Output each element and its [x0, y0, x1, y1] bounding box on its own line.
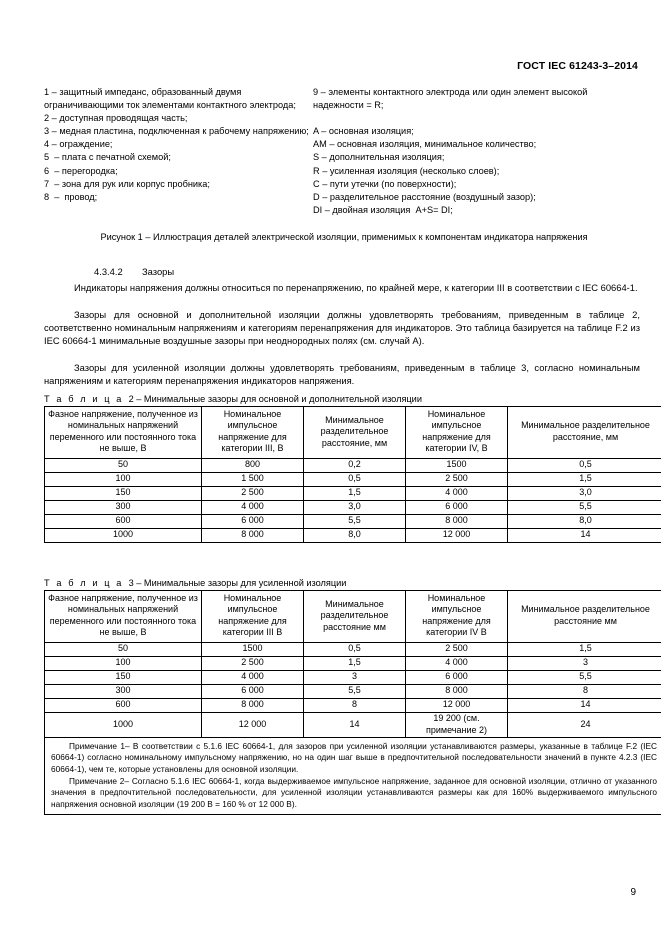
- table-cell: 1,5: [304, 486, 406, 500]
- table-2-col-header: Номинальное импульсное напряжение для категории IV, В: [406, 407, 508, 459]
- table-2-col-header: Номинальное импульсное напряжение для категории III, В: [202, 407, 304, 459]
- table-3-body: [45, 642, 661, 815]
- table-label: Т а б л и ц а: [44, 578, 124, 588]
- table-cell: 100: [45, 472, 202, 486]
- table-cell: 8: [304, 698, 406, 712]
- table-cell: 0,5: [304, 472, 406, 486]
- table-row: [45, 472, 661, 486]
- table-2-col-header: Минимальное разделительное расстояние, мм: [508, 407, 661, 459]
- table-3-col-header: Номинальное импульсное напряжение для категории III В: [202, 591, 304, 643]
- table-cell: 12 000: [406, 698, 508, 712]
- table-3-col-header: Фазное напряжение, полученное из номинальных напряжений переменного или постоянного тока не выше, В: [45, 591, 202, 643]
- table-cell: 600: [45, 698, 202, 712]
- table-cell: 1000: [45, 528, 202, 542]
- legend-item: R – усиленная изоляция (несколько слоев);: [313, 165, 500, 176]
- clause-paragraph-3: [44, 361, 640, 387]
- table-cell: 8,0: [508, 514, 661, 528]
- legend-item: 6 – перегородка;: [44, 165, 118, 176]
- table-note-1: Примечание 1– В соответствии с 5.1.6 IEC 60664-1, для зазоров при усиленной изоляции устанавливаются размеры, указанные в таблице F.2 (IEC 60664-1) согласно номинальному импульсному напряжению, но на один шаг выше в предпочтительной последовательности значений в пункте 4.2.3 (IEC 60664-1), чем те, которые установлены для основной изоляции.: [51, 740, 657, 774]
- table-cell: 4 000: [406, 656, 508, 670]
- legend-item: AM – основная изоляция, минимальное количество;: [313, 139, 537, 150]
- table-3-title: [44, 578, 346, 588]
- clause-paragraph-2: [44, 308, 640, 348]
- table-3-minimum-clearances-reinforced: [44, 590, 661, 815]
- table-cell: 8 000: [406, 684, 508, 698]
- table-cell: 2 500: [202, 486, 304, 500]
- table-notes-row: [45, 737, 661, 815]
- table-cell: 5,5: [304, 514, 406, 528]
- table-cell: 8 000: [406, 514, 508, 528]
- table-2-col-header: Минимальное разделительное расстояние, мм: [304, 407, 406, 459]
- table-row: [45, 642, 661, 656]
- table-cell: 19 200 (см. примечание 2): [406, 712, 508, 737]
- table-cell: 14: [508, 698, 661, 712]
- table-cell: 2 500: [202, 656, 304, 670]
- table-3-header-row: [45, 591, 661, 643]
- table-cell: 5,5: [508, 500, 661, 514]
- table-2-body: [45, 458, 661, 542]
- table-cell: 5,5: [304, 684, 406, 698]
- clause-number: 4.3.4.2: [94, 266, 123, 277]
- table-2-minimum-clearances-basic-supplementary: [44, 406, 661, 543]
- legend-item: S – дополнительная изоляция;: [313, 152, 445, 163]
- legend-item: DI – двойная изоляция A+S= DI;: [313, 204, 453, 215]
- table-cell: 6 000: [406, 500, 508, 514]
- figure-legend: [44, 86, 640, 217]
- legend-item: C – пути утечки (по поверхности);: [313, 178, 457, 189]
- table-caption: – Минимальные зазоры для усиленной изоляции: [133, 578, 347, 588]
- table-row: [45, 656, 661, 670]
- table-cell: 1500: [406, 458, 508, 472]
- table-cell: 14: [304, 712, 406, 737]
- table-cell: 2 500: [406, 642, 508, 656]
- table-row: [45, 458, 661, 472]
- table-number: 2: [128, 394, 134, 404]
- page-number: 9: [630, 887, 636, 898]
- table-cell: 5,5: [508, 670, 661, 684]
- figure-caption: Рисунок 1 – Иллюстрация деталей электрической изоляции, применимых к компонентам индикатора напряжения: [100, 232, 588, 242]
- legend-item: 4 – ограждение;: [44, 139, 113, 150]
- table-cell: 1,5: [508, 472, 661, 486]
- table-cell: 1500: [202, 642, 304, 656]
- table-row: [45, 684, 661, 698]
- table-cell: 6 000: [202, 514, 304, 528]
- table-cell: 50: [45, 642, 202, 656]
- table-cell: 0,5: [508, 458, 661, 472]
- legend-item: 3 – медная пластина, подключенная к рабочему напряжению;: [44, 126, 309, 137]
- clause-heading: [94, 266, 174, 277]
- table-cell: 4 000: [202, 500, 304, 514]
- table-row: [45, 528, 661, 542]
- table-cell: 3: [508, 656, 661, 670]
- document-standard-header: ГОСТ IEC 61243-3–2014: [517, 60, 638, 72]
- table-cell: 4 000: [406, 486, 508, 500]
- table-2-col-header: Фазное напряжение, полученное из номинальных напряжений переменного или постоянного тока не выше, В: [45, 407, 202, 459]
- table-label: Т а б л и ц а: [44, 394, 124, 404]
- table-row: [45, 514, 661, 528]
- table-row: [45, 670, 661, 684]
- table-cell: 150: [45, 670, 202, 684]
- table-cell: 3: [304, 670, 406, 684]
- table-cell: 6 000: [202, 684, 304, 698]
- table-cell: 8,0: [304, 528, 406, 542]
- table-cell: 12 000: [202, 712, 304, 737]
- table-3-notes: [45, 737, 661, 815]
- table-cell: 3,0: [508, 486, 661, 500]
- clause-paragraph-1: [44, 281, 640, 294]
- table-cell: 300: [45, 500, 202, 514]
- paragraph-text: Зазоры для усиленной изоляции должны удовлетворять требованиям, приведенным в таблице 3, согласно номинальным напряжениям и категориям перенапряжения индикаторов напряжения.: [44, 362, 640, 387]
- table-cell: 0,5: [304, 642, 406, 656]
- table-2-header-row: [45, 407, 661, 459]
- paragraph-text: Зазоры для основной и дополнительной изоляции должны удовлетворять требованиям, приведенным в таблице 2, соответственно номинальным напряжениям и категориям перенапряжения для индикаторов. Это таблица базируется на таблице F.2 из IEC 60664-1 минимальные воздушные зазоры при неоднородных полях (см. случай А).: [44, 309, 640, 347]
- table-row: [45, 486, 661, 500]
- legend-item: A – основная изоляция;: [313, 126, 414, 137]
- table-cell: 12 000: [406, 528, 508, 542]
- table-cell: 150: [45, 486, 202, 500]
- table-caption: – Минимальные зазоры для основной и дополнительной изоляции: [133, 394, 422, 404]
- table-cell: 100: [45, 656, 202, 670]
- legend-item: 7 – зона для рук или корпус пробника;: [44, 178, 210, 189]
- legend-item: 1 – защитный импеданс, образованный двумя ограничивающими ток элементами контактного электрода;: [44, 87, 296, 111]
- table-3-col-header: Минимальное разделительное расстояние мм: [508, 591, 661, 643]
- legend-item: D – разделительное расстояние (воздушный зазор);: [313, 191, 536, 202]
- table-cell: 2 500: [406, 472, 508, 486]
- table-cell: 6 000: [406, 670, 508, 684]
- table-row: [45, 712, 661, 737]
- table-3-col-header: Минимальное разделительное расстояние мм: [304, 591, 406, 643]
- table-cell: 1 500: [202, 472, 304, 486]
- table-cell: 1000: [45, 712, 202, 737]
- table-cell: 8 000: [202, 528, 304, 542]
- legend-item: 9 – элементы контактного электрода или один элемент высокой надежности = R;: [313, 87, 590, 111]
- clause-title: Зазоры: [142, 266, 175, 277]
- table-row: [45, 698, 661, 712]
- legend-item: 5 – плата с печатной схемой;: [44, 152, 171, 163]
- table-note-2: Примечание 2– Согласно 5.1.6 IEC 60664-1, когда выдерживаемое импульсное напряжение, заданное для основной изоляции, отлично от указанного значения в предпочтительной последовательности, для усиленной изоляции устанавливаются размеры как для 160% выдерживаемого импульсного напряжения основной изоляции (19 200 В = 160 % от 12 000 В).: [51, 775, 657, 809]
- table-cell: 3,0: [304, 500, 406, 514]
- table-cell: 300: [45, 684, 202, 698]
- table-cell: 1,5: [304, 656, 406, 670]
- table-cell: 14: [508, 528, 661, 542]
- table-cell: 800: [202, 458, 304, 472]
- legend-spacer: [313, 112, 640, 125]
- figure-legend-left-column: [44, 86, 313, 217]
- table-cell: 50: [45, 458, 202, 472]
- table-2-title: [44, 394, 422, 404]
- figure-legend-right-column: [313, 86, 640, 217]
- table-cell: 0,2: [304, 458, 406, 472]
- paragraph-text: Индикаторы напряжения должны относиться по перенапряжению, по крайней мере, к категории III в соответствии с IEC 60664-1.: [74, 282, 638, 293]
- legend-item: 2 – доступная проводящая часть;: [44, 113, 188, 124]
- legend-item: 8 – провод;: [44, 191, 98, 202]
- table-number: 3: [128, 578, 134, 588]
- table-cell: 600: [45, 514, 202, 528]
- table-cell: 8: [508, 684, 661, 698]
- table-cell: 8 000: [202, 698, 304, 712]
- table-cell: 4 000: [202, 670, 304, 684]
- table-cell: 1,5: [508, 642, 661, 656]
- table-3-col-header: Номинальное импульсное напряжение для категории IV В: [406, 591, 508, 643]
- table-cell: 24: [508, 712, 661, 737]
- table-row: [45, 500, 661, 514]
